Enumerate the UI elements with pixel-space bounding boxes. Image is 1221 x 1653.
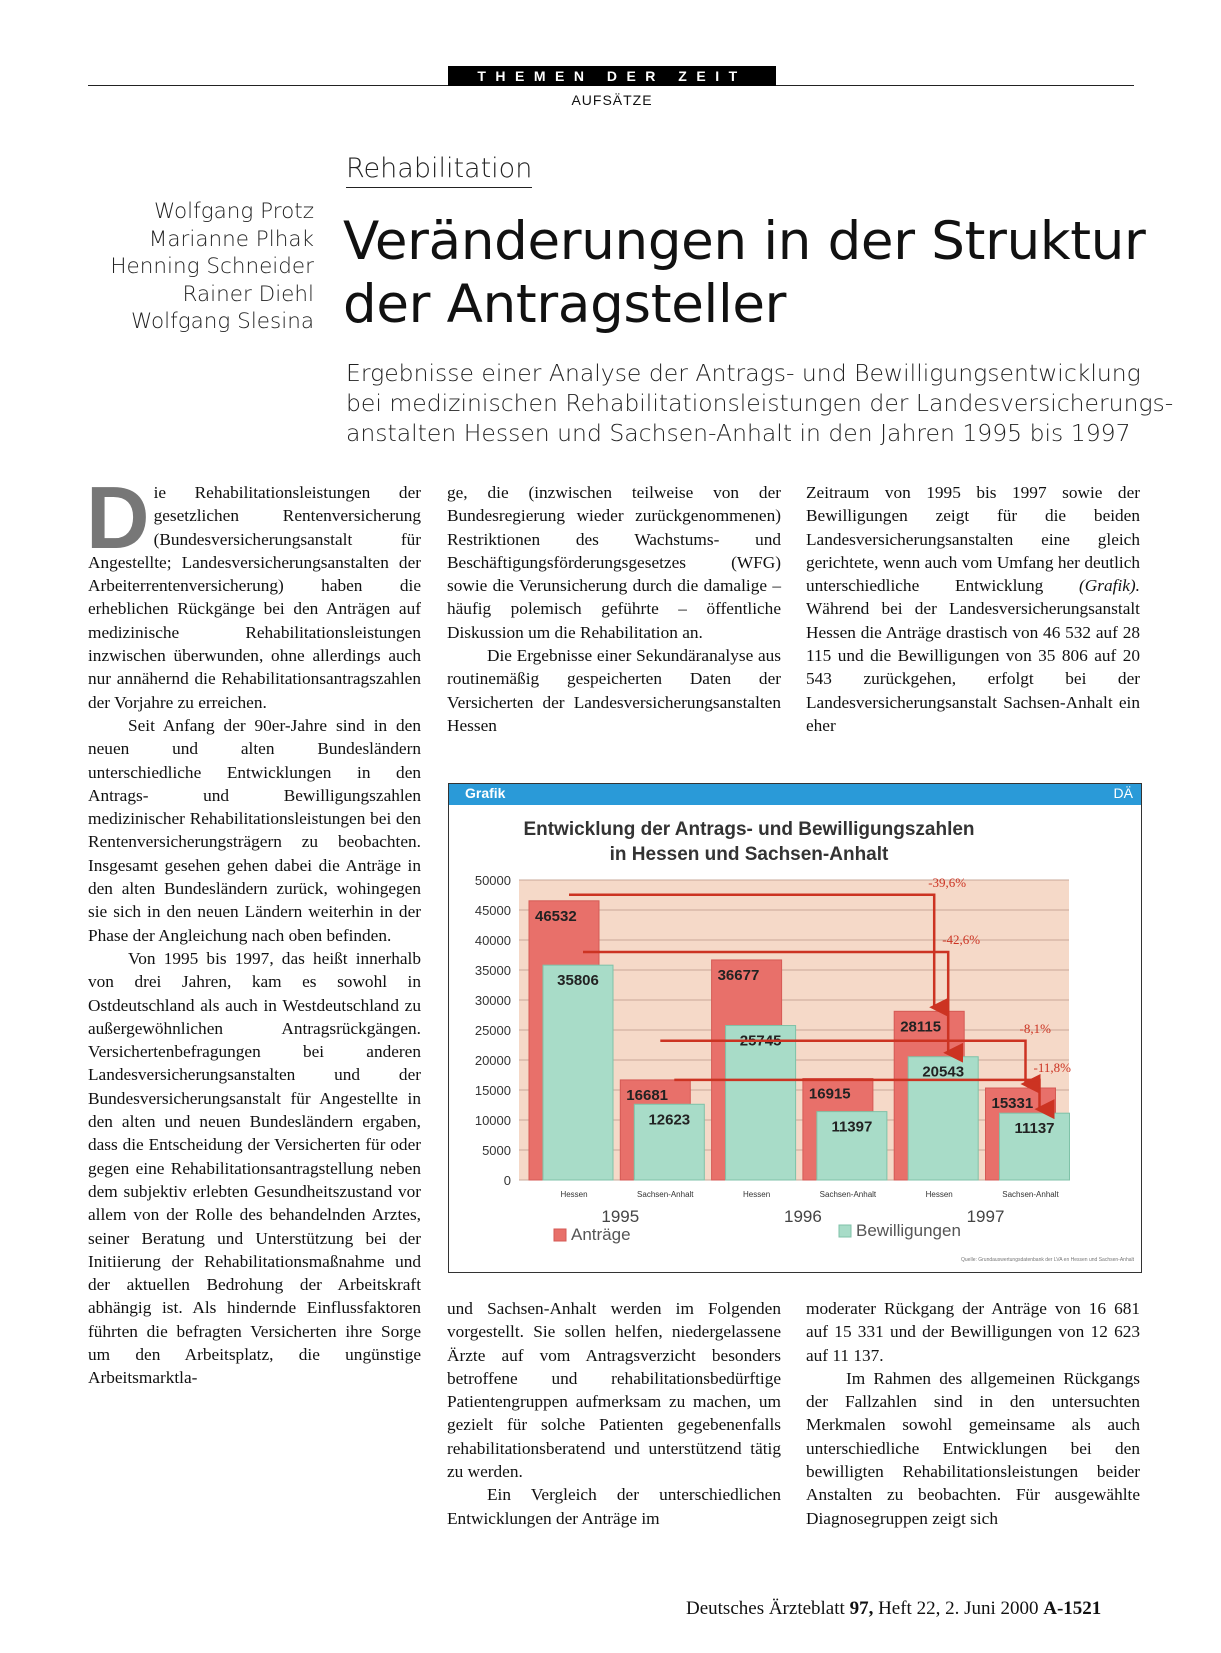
figure-box [448,783,1142,1273]
chart-subtitle: in Hessen und Sachsen-Anhalt [609,844,889,865]
body-column-3-bottom [806,1297,1140,1530]
paragraph: ge, die (inzwischen teilweise von der Bundesregierung wieder zurückgenommenen) Restriktionen des Wachstums- und Beschäftigungsförderungsgesetzes (WFG) sowie die Verunsicherung durch die damalige – häufig polemisch geführte – öffentliche Diskussion um die Rehabilitation an. [447,483,781,642]
plot-area [475,873,1135,1263]
y-tick-label: 35000 [474,963,511,978]
x-tick-label: Hessen [925,1190,953,1199]
change-annotation: -39,6% [928,874,967,890]
data-label-bewilligungen: 11137 [1014,1120,1055,1138]
paragraph-text: Zeitraum von 1995 bis 1997 sowie der Bewilligungen zeigt für die beiden Landesversicherungsanstalten eine gleich gerichtete, wenn auch vom Umfang her deutlich unterschiedliche Entwicklung [806,483,1140,596]
paragraph [806,481,1140,737]
title-line: der Antragsteller [343,274,787,335]
legend-swatch-bewilligungen [839,1225,851,1237]
data-label-antraege: 36677 [717,966,760,984]
y-tick-label: 25000 [474,1023,511,1038]
subtitle-line: bei medizinischen Rehabilitationsleistungen der Landesversicherungs- [346,389,1174,417]
x-tick-label: Sachsen-Anhalt [819,1190,877,1199]
paragraph: Die Ergebnisse einer Sekundäranalyse aus routinemäßig gespeicherten Daten der Versicherten der Landesversicherungsanstalten Hessen [447,646,781,735]
y-tick-label: 40000 [474,933,511,948]
figure-label: Grafik [465,785,506,801]
y-tick-label: 20000 [474,1053,511,1068]
bar-chart [449,805,1141,1271]
x-tick-label: Hessen [560,1190,588,1199]
author-name: Wolfgang Slesina [131,309,314,334]
year-label: 1997 [966,1207,1005,1226]
y-tick-label: 30000 [474,993,511,1008]
data-label-bewilligungen: 25745 [739,1032,782,1050]
y-tick-label: 5000 [482,1143,511,1158]
title-line: Veränderungen in der Struktur [343,211,1146,272]
issue-info: Heft 22, 2. Juni 2000 [873,1598,1044,1619]
data-label-antraege: 28115 [900,1018,942,1036]
paragraph: Ein Vergleich der unterschiedlichen Entwicklungen der Anträge im [447,1485,781,1528]
y-tick-label: 50000 [474,873,511,888]
data-label-bewilligungen: 35806 [557,972,599,990]
change-annotation: -8,1% [1019,1020,1051,1036]
year-label: 1996 [783,1207,822,1226]
x-tick-label: Sachsen-Anhalt [637,1190,694,1199]
y-tick-label: 45000 [474,903,511,918]
paragraph: Im Rahmen des allgemeinen Rückgangs der Fallzahlen sind in den untersuchten Merkmalen sowohl gemeinsame als auch unterschiedliche Entwicklungen bei den bewilligten Rehabilitationsleistungen beider Anstalten zu beobachten. Für ausgewählte Diagnosegruppen zeigt sich [806,1368,1140,1528]
subtitle-line: anstalten Hessen und Sachsen-Anhalt in den Jahren 1995 bis 1997 [346,419,1131,447]
subsection-label: AUFSÄTZE [571,92,653,108]
paragraph: moderater Rückgang der Anträge von 16 681 auf 15 331 und der Bewilligungen von 12 623 auf 11 137. [806,1299,1140,1365]
figure-header-bar [449,784,1141,805]
data-label-bewilligungen: 11397 [831,1118,873,1136]
article-kicker: Rehabilitation [346,153,532,188]
x-tick-label: Hessen [743,1190,771,1199]
drop-cap: D [86,468,150,567]
body-column-3-top [806,481,1140,737]
subtitle-line: Ergebnisse einer Analyse der Antrags- und Bewilligungsentwicklung [346,359,1141,387]
data-label-antraege: 16915 [808,1085,851,1103]
page-number: A-1521 [1043,1598,1102,1619]
change-annotation: -11,8% [1033,1059,1071,1075]
paragraph-text: ie Rehabilitationsleistungen der gesetzlichen Rentenversicherung (Bundesversicherungsanstalt für Angestellte; Landesversicherungsanstalten der Arbeiterrentenversicherung) haben die erheblichen Rückgänge bei den Anträgen auf medizinische Rehabilitationsleistungen inzwischen überwunden, ohne allerdings auch nur annähernd die Rehabilitationsantragszahlen der Vorjahre zu erreichen. [88,483,421,712]
paragraph: Seit Anfang der 90er-Jahre sind in den neuen und alten Bundesländern unterschiedliche Entwicklungen in den Antrags- und Bewilligungszahlen medizinischer Rehabilitationsleistungen bei den Rentenversicherungsträgern zu beobachten. Insgesamt gesehen gehen dabei die Anträge in den alten Bundesländern zurück, wohingegen sie sich in den neuen Ländern weiterhin in der Phase der Angleichung nach oben befinden. [88,715,421,945]
data-label-antraege: 15331 [991,1095,1034,1113]
year-label: 1995 [601,1207,640,1226]
author-list [80,198,314,336]
author-name: Wolfgang Protz [154,199,314,224]
bar-bewilligungen [543,965,613,1180]
change-annotation: -42,6% [942,932,981,947]
journal-name: Deutsches Ärzteblatt [686,1598,850,1619]
paragraph-text: Während bei der Landesversicherungsanstalt Hessen die Anträge drastisch von 46 532 auf 28 115 und die Bewilligungen von 35 806 auf 20 543 zurückgehen, erfolgt bei der Landesversicherungsanstalt Sachsen-Anhalt ein eher [806,599,1140,735]
data-label-bewilligungen: 12623 [648,1111,691,1129]
figure-reference: (Grafik). [1079,576,1140,596]
article-subtitle [346,358,1174,448]
section-banner: THEMEN DER ZEIT [448,66,776,86]
journal-logo: DÄ [1113,785,1133,801]
data-label-antraege: 46532 [535,907,577,925]
article-title [343,210,1146,336]
chart-title: Entwicklung der Antrags- und Bewilligungszahlen [523,819,975,840]
x-tick-label: Sachsen-Anhalt [1002,1190,1059,1199]
y-tick-label: 0 [503,1173,511,1188]
body-column-2-top [447,481,781,737]
body-column-1 [86,468,421,1390]
author-name: Henning Schneider [110,254,314,279]
paragraph: Von 1995 bis 1997, das heißt innerhalb von drei Jahren, kam es sowohl in Ostdeutschland als auch in Westdeutschland zu außergewöhnlichen Antragsrückgängen. Versichertenbefragungen bei anderen Landesversicherungsanstalten und der Bundesversicherungsanstalt für Angestellte in den alten und neuen Bundesländern ergaben, dass die Entscheidung der Versicherten für oder gegen eine Rehabilitationsantragstellung neben dem subjektiv erlebten Gesundheitszustand vor allem von der Rolle des behandelnden Arztes, seiner Beratung und Unterstützung bei der Initiierung der Rehabilitationsmaßnahme und der aktuellen Bedrohung der Arbeitskraft abhängig ist. Als hindernde Einflussfaktoren führten die befragten Versicherten ihre Sorge um den Arbeitsplatz, die ungünstige Arbeitsmarktla- [88,948,421,1388]
legend-swatch-antraege [554,1229,566,1241]
data-label-antraege: 16681 [626,1086,669,1104]
legend-label-bewilligungen: Bewilligungen [856,1221,961,1240]
volume-number: 97, [849,1598,874,1619]
body-column-2-bottom [447,1297,781,1530]
source-note: Quelle: Grundauswertungsdatenbank der LVA en Hessen und Sachsen-Anhalt [961,1257,1134,1263]
author-name: Rainer Diehl [182,281,314,307]
page-footer [686,1598,1101,1620]
paragraph [86,468,421,714]
y-tick-label: 15000 [474,1083,511,1098]
data-label-bewilligungen: 20543 [922,1063,965,1081]
y-tick-label: 10000 [474,1113,511,1128]
paragraph: und Sachsen-Anhalt werden im Folgenden vorgestellt. Sie sollen helfen, niedergelassene Ärzte auf vom Antragsverzicht besonders betroffene und rehabilitationsbedürftige Patientengruppen aufmerksam zu machen, um gezielt für solche Patienten gegebenenfalls rehabilitationsberatend und unterstützend tätig zu werden. [447,1299,781,1482]
legend-label-antraege: Anträge [571,1225,631,1244]
author-name: Marianne Plhak [148,226,314,252]
